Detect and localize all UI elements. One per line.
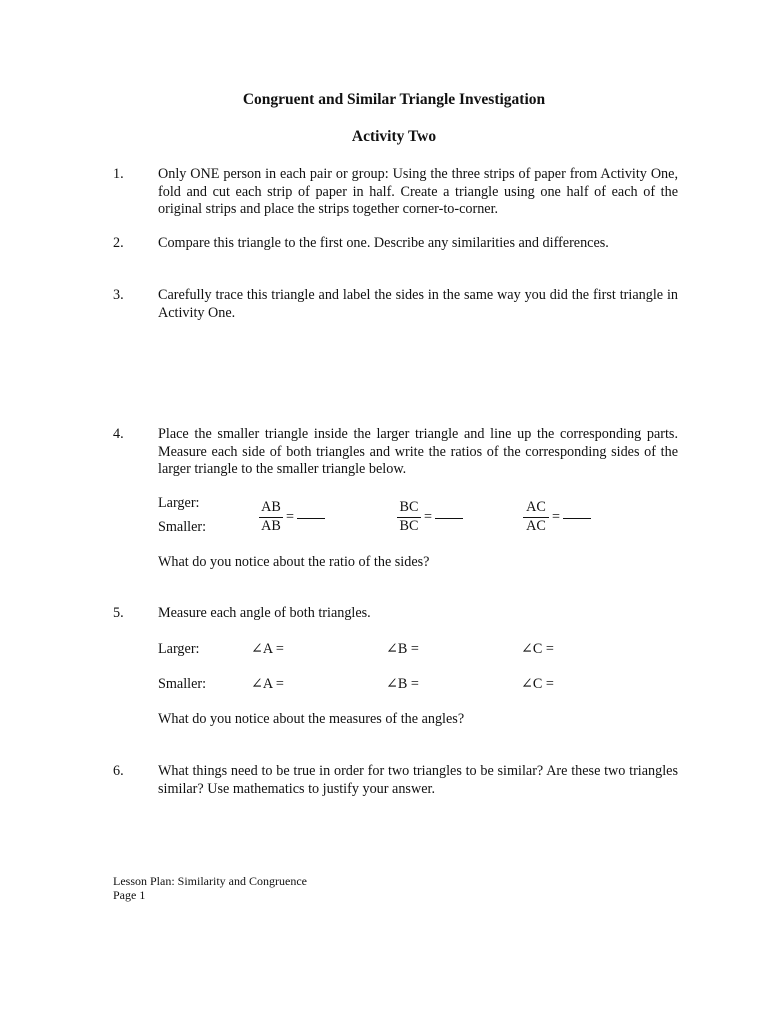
angle-larger-b: ∠B = [386, 641, 419, 657]
ratio-fraction-bc [397, 499, 421, 535]
fraction-numerator: AC [526, 499, 546, 515]
fraction-denominator: AC [523, 517, 549, 536]
angle-larger-label: Larger: [158, 641, 200, 657]
item-number-2: 2. [113, 235, 124, 251]
footer-page-number: Page 1 [113, 888, 146, 902]
fraction-denominator: AB [259, 517, 283, 536]
page-subtitle: Activity Two [351, 128, 437, 145]
ratio-larger-label: Larger: [158, 495, 200, 511]
angle-smaller-label: Smaller: [158, 676, 207, 692]
angle-smaller-c: ∠C = [521, 676, 554, 692]
answer-blank [297, 517, 325, 519]
answer-blank [563, 517, 591, 519]
fraction-numerator: AB [261, 499, 281, 515]
ratio-equals-bc: = [424, 509, 463, 526]
fraction-denominator: BC [397, 517, 421, 536]
item-text-1: Only ONE person in each pair or group: Using the three strips of paper from Activity One, fold and cut each strip of paper in half. Create a triangle using one half of each of the original strips and place the strips together corner-to-corner. [158, 166, 678, 217]
page-title: Congruent and Similar Triangle Investigation [242, 91, 546, 108]
item-number-3: 3. [113, 287, 124, 303]
footer-lesson-plan: Lesson Plan: Similarity and Congruence [113, 874, 307, 888]
ratio-smaller-label: Smaller: [158, 519, 207, 535]
angle-larger-c: ∠C = [521, 641, 554, 657]
ratio-question: What do you notice about the ratio of the sides? [158, 554, 430, 570]
ratio-equals-ac: = [552, 509, 591, 526]
answer-blank [435, 517, 463, 519]
item-text-5: Measure each angle of both triangles. [158, 605, 371, 621]
item-text-3: Carefully trace this triangle and label the sides in the same way you did the first triangle in Activity One. [158, 287, 678, 321]
angle-smaller-b: ∠B = [386, 676, 419, 692]
item-text-6: What things need to be true in order for two triangles to be similar? Are these two triangles similar? Use mathematics to justify your answer. [158, 763, 678, 797]
ratio-fraction-ac [523, 499, 549, 535]
fraction-numerator: BC [399, 499, 419, 515]
item-number-5: 5. [113, 605, 124, 621]
item-number-4: 4. [113, 426, 124, 442]
page-footer [113, 874, 307, 902]
item-number-1: 1. [113, 166, 124, 182]
item-text-2: Compare this triangle to the first one. Describe any similarities and differences. [158, 235, 609, 251]
angle-smaller-a: ∠A = [251, 676, 284, 692]
ratio-fraction-ab [259, 499, 283, 535]
item-text-4: Place the smaller triangle inside the larger triangle and line up the corresponding parts. Measure each side of both triangles and write the ratios of the corresponding sides of the larger triangle to the smaller triangle below. [158, 426, 678, 477]
item-number-6: 6. [113, 763, 124, 779]
angle-larger-a: ∠A = [251, 641, 284, 657]
angle-question: What do you notice about the measures of the angles? [158, 711, 465, 727]
ratio-equals-ab: = [286, 509, 325, 526]
